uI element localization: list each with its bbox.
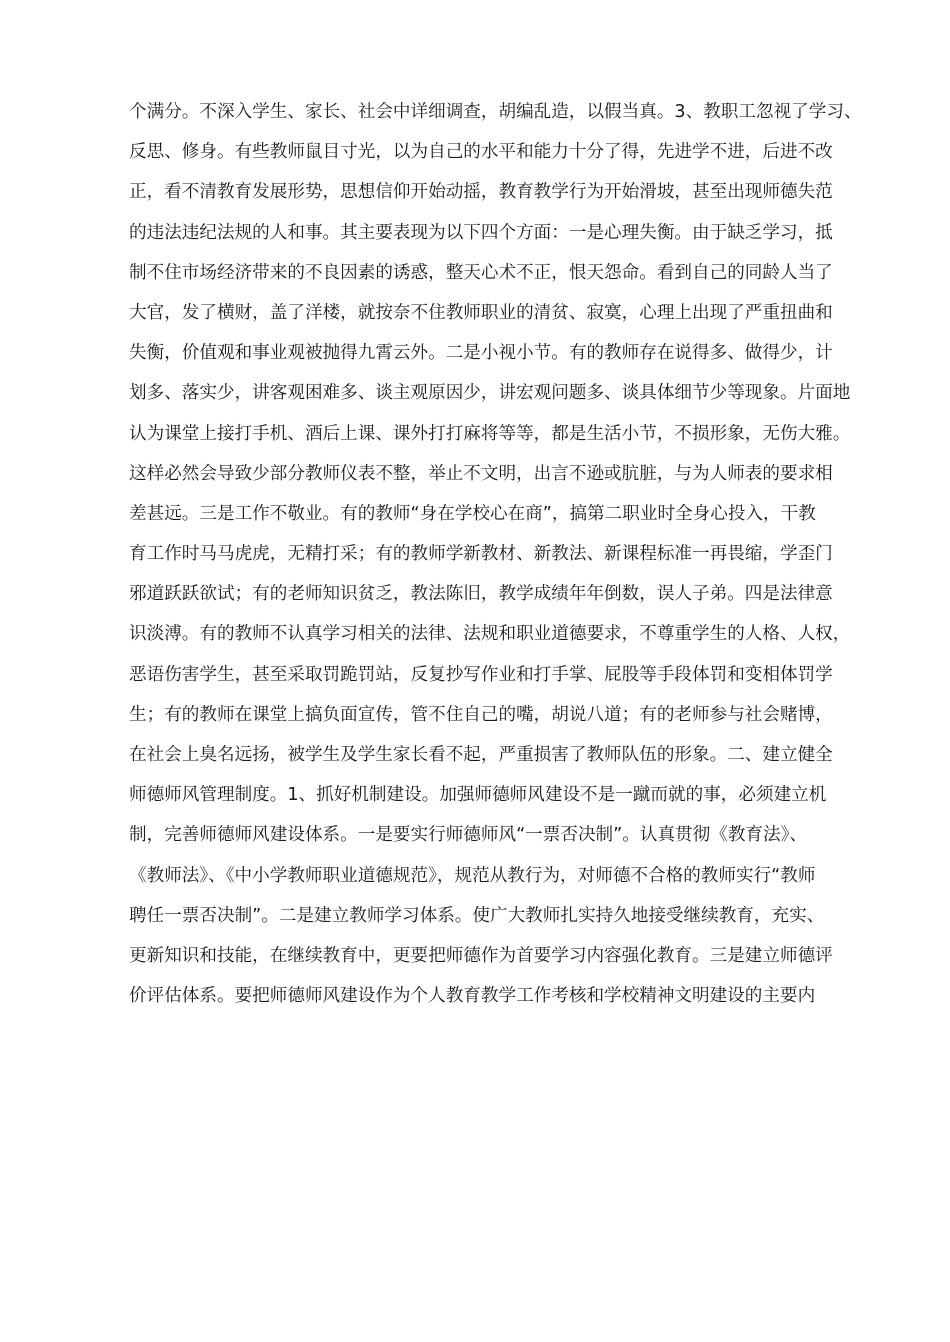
body-text bbox=[129, 92, 889, 1016]
text-line: 差甚远。三是工作不敬业。有的教师“身在学校心在商”，搞第二职业时全身心投入，干教 bbox=[129, 503, 816, 524]
text-line: 个满分。不深入学生、家长、社会中详细调查，胡编乱造，以假当真。3、教职工忽视了学习、 bbox=[129, 102, 862, 122]
text-line: 认为课堂上接打手机、酒后上课、课外打打麻将等等，都是生活小节，不损形象，无伤大雅。 bbox=[129, 423, 851, 444]
text-line: 识淡溥。有的教师不认真学习相关的法律、法规和职业道德要求，不尊重学生的人格、人权， bbox=[129, 624, 851, 645]
text-line: 恶语伤害学生，甚至采取罚跪罚站，反复抄写作业和打手掌、屁股等手段体罚和变相体罚学 bbox=[129, 664, 833, 685]
text-line: 育工作时马马虎虎，无精打采；有的教师学新教材、新教法、新课程标准一再畏缩，学歪门 bbox=[129, 544, 833, 565]
text-line: 制不住市场经济带来的不良因素的诱惑，整天心术不正，恨天怨命。看到自己的同龄人当了 bbox=[129, 262, 833, 283]
text-line: 邪道跃跃欲试；有的老师知识贫乏，教法陈旧，教学成绩年年倒数，误人子弟。四是法律意 bbox=[129, 584, 833, 605]
text-line: 聘任一票否决制”。二是建立教师学习体系。使广大教师扎实持久地接受继续教育，充实、 bbox=[129, 905, 825, 926]
text-line: 反思、修身。有些教师鼠目寸光，以为自己的水平和能力十分了得，先进学不进，后进不改 bbox=[129, 142, 833, 163]
text-line: 生；有的教师在课堂上搞负面宣传，管不住自己的嘴，胡说八道；有的老师参与社会赌博， bbox=[129, 704, 833, 725]
text-line: 制，完善师德师风建设体系。一是要实行师德师风“一票否决制”。认真贯彻《教育法》、 bbox=[129, 825, 807, 846]
text-line: 这样必然会导致少部分教师仪表不整，举止不文明，出言不逊或肮脏，与为人师表的要求相 bbox=[129, 463, 833, 484]
text-line: 的违法违纪法规的人和事。其主要表现为以下四个方面：一是心理失衡。由于缺乏学习，抵 bbox=[129, 222, 833, 243]
text-line: 更新知识和技能，在继续教育中，更要把师德作为首要学习内容强化教育。三是建立师德评 bbox=[129, 945, 833, 966]
text-line: 失衡，价值观和事业观被抛得九霄云外。二是小视小节。有的教师存在说得多、做得少，计 bbox=[129, 343, 833, 364]
text-line: 划多、落实少，讲客观困难多、谈主观原因少，讲宏观问题多、谈具体细节少等现象。片面地 bbox=[129, 383, 851, 404]
text-line: 正，看不清教育发展形势，思想信仰开始动摇，教育教学行为开始滑坡，甚至出现师德失范 bbox=[129, 182, 833, 203]
text-line: 《教师法》、《中小学教师职业道德规范》，规范从教行为，对师德不合格的教师实行“教师 bbox=[129, 865, 816, 886]
text-line: 师德师风管理制度。1、抓好机制建设。加强师德师风建设不是一蹴而就的事，必须建立机 bbox=[129, 785, 827, 806]
text-line: 在社会上臭名远扬，被学生及学生家长看不起，严重损害了教师队伍的形象。二、建立健全 bbox=[129, 745, 833, 765]
text-line: 价评估体系。要把师德师风建设作为个人教育教学工作考核和学校精神文明建设的主要内 bbox=[129, 986, 816, 1007]
text-line: 大官，发了横财，盖了洋楼，就按奈不住教师职业的清贫、寂寞，心理上出现了严重扭曲和 bbox=[129, 302, 833, 323]
